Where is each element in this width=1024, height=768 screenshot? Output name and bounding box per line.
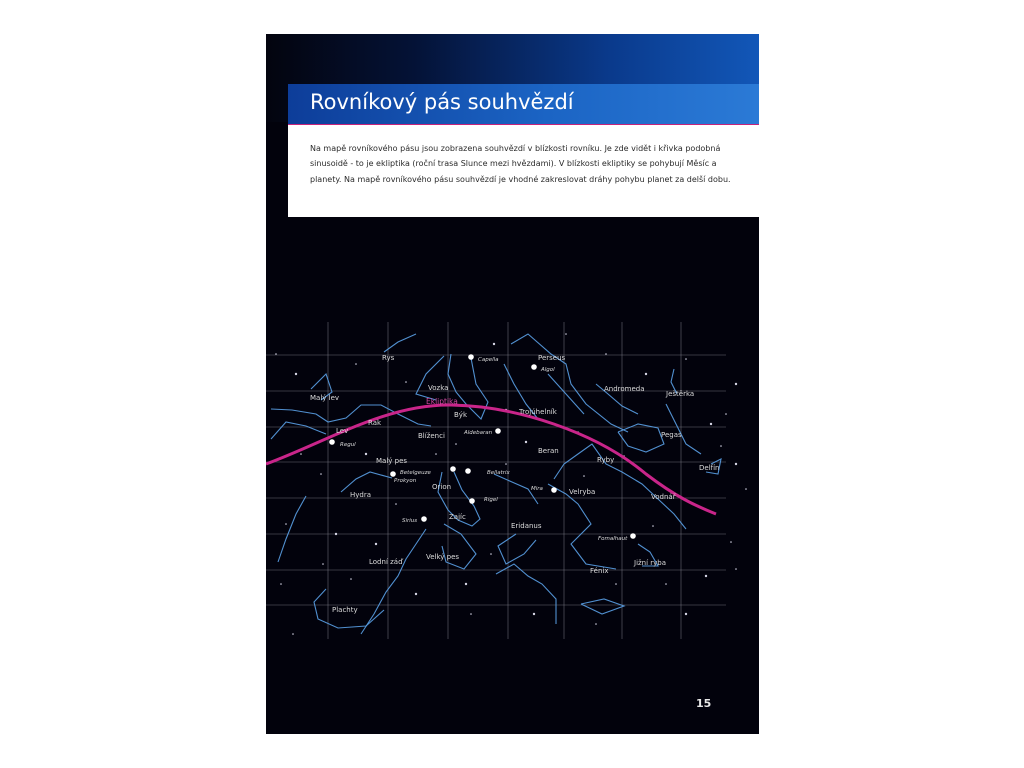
constellation-line [278,496,306,562]
constellation-line [618,424,664,452]
star-fomalhaut [630,533,636,539]
label-delfin: Delfín [699,464,720,472]
constellation-line [384,334,416,352]
label-prokyon: Prokyon [394,478,417,484]
label-sirius: Sirius [402,518,418,524]
label-orion: Orion [432,483,452,491]
label-perseus: Perseus [538,354,566,362]
faint-star [285,523,287,525]
star-map [266,314,759,644]
label-fenix: Fénix [590,567,609,575]
star-regul [329,439,335,445]
constellation-line [498,534,536,564]
label-plachty: Plachty [332,606,358,614]
faint-star [300,453,302,455]
constellation-line [416,356,444,400]
faint-star [735,383,737,385]
intro-text: Na mapě rovníkového pásu jsou zobrazena souhvězdí v blízkosti rovníku. Je zde vidět i křivka podobná sinusoidě - to je ekliptika (roční trasa Slunce mezi hvězdami). V blízkosti ekliptiky se pohybují Měsíc a planety. Na mapě rovníkového pásu souhvězdí je vhodné zakreslovat dráhy pohybu planet za delší dobu. [310,144,731,184]
faint-star [583,475,585,477]
label-vozka: Vozka [428,384,449,392]
faint-star [375,543,377,545]
label-vodnar: Vodnář [651,493,676,501]
faint-star [355,363,357,365]
faint-star [455,443,457,445]
page-number: 15 [696,697,712,710]
constellation-line [271,422,326,439]
ecliptic-label: Ekliptika [426,397,458,406]
faint-star [350,578,352,580]
faint-star [685,358,687,360]
label-mira: Mira [531,486,543,492]
faint-star [280,583,282,585]
label-betelgeuze: Betelgeuze [400,470,431,476]
label-hydra: Hydra [350,491,372,499]
label-fomalhaut: Fomalhaut [598,536,628,542]
faint-star [745,488,747,490]
constellation-line [496,564,556,624]
faint-star [470,613,472,615]
faint-star [525,441,527,443]
label-byk: Býk [454,411,467,419]
constellation-line [341,472,392,492]
faint-star [605,353,607,355]
label-maly-pes: Malý pes [376,457,408,465]
label-trojuhelnik: Trojúhelník [519,408,557,416]
faint-star [292,633,294,635]
constellation-line [548,484,616,569]
faint-star [322,563,324,565]
book-page [266,34,759,734]
label-velryba: Velryba [569,488,596,496]
star-rigel [469,498,475,504]
faint-star [295,373,297,375]
faint-star [730,541,732,543]
faint-star [405,381,407,383]
label-eridanus: Eridanus [511,522,542,530]
star-prokyon [390,471,396,477]
faint-star [275,353,277,355]
constellation-lines [271,334,721,634]
label-beran: Beran [538,447,559,455]
star-betelgeuze [450,466,456,472]
label-regul: Regul [340,442,356,448]
faint-star [725,413,727,415]
faint-star [490,553,492,555]
faint-star [645,373,647,375]
faint-star [705,575,707,577]
constellation-line [448,354,488,419]
faint-star [710,423,712,425]
faint-star [735,463,737,465]
constellation-line [442,524,476,569]
intro-box [288,125,759,217]
star-algol [531,364,537,370]
faint-star [533,613,535,615]
faint-star [415,593,417,595]
label-algol: Algol [541,367,555,373]
faint-star [465,583,467,585]
faint-star [565,333,567,335]
label-lev: Lev [336,427,349,435]
label-blizenci: Blíženci [418,432,445,440]
faint-star [735,568,737,570]
faint-star [652,525,654,527]
star-sirius [421,516,427,522]
label-jesterka: Ještěrka [666,390,695,398]
star-capella [468,354,474,360]
label-pegas: Pegas [661,431,682,439]
constellation-line [271,405,431,426]
star-bellatrix [465,468,471,474]
faint-star [320,473,322,475]
star-mira [551,487,557,493]
label-rys: Rys [382,354,395,362]
label-capella: Capella [478,357,499,363]
faint-star [493,343,495,345]
label-zajic: Zajíc [449,513,466,521]
faint-star [335,533,337,535]
constellation-line [581,599,624,614]
label-rak: Rak [368,419,382,427]
faint-star [435,453,437,455]
label-jizni-ryba: Jižní ryba [634,559,667,567]
faint-star [365,453,367,455]
label-andromeda: Andromeda [604,385,645,393]
label-lodni-zad: Lodní záď [369,558,403,566]
label-rigel: Rigel [484,497,498,503]
label-aldebaran: Aldebaran [464,430,493,436]
faint-star [395,503,397,505]
faint-star [615,583,617,585]
constellation-line [361,529,426,634]
faint-star [665,583,667,585]
constellation-line [666,404,701,454]
star-aldebaran [495,428,501,434]
label-bellatrix: Bellatrix [487,470,510,476]
faint-star [505,463,507,465]
title-bar [288,84,759,126]
bright-stars [329,354,636,539]
faint-star [685,613,687,615]
label-ryby: Ryby [597,456,615,464]
faint-star [595,623,597,625]
label-maly-lev: Malý lev [310,394,340,402]
label-velky-pes: Velký pes [426,553,460,561]
faint-star [720,445,722,447]
page-title: Rovníkový pás souhvězdí [310,90,574,114]
